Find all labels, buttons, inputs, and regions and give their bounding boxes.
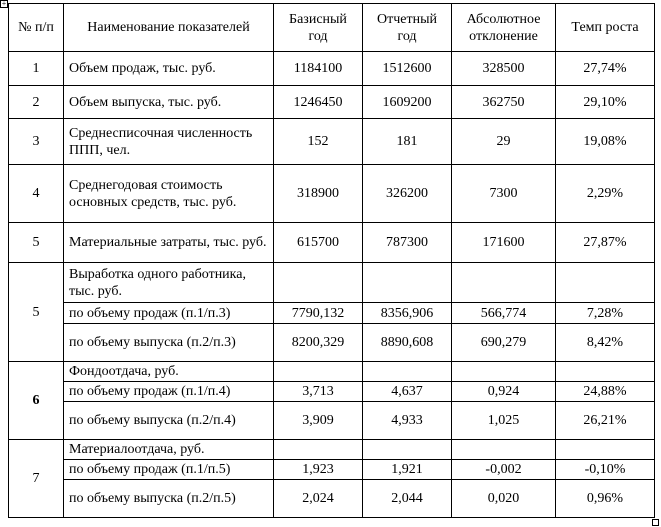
row-number: 5 [9, 223, 64, 263]
abs-deviation: 328500 [452, 52, 556, 86]
row-name: по объему продаж (п.1/п.3) [64, 303, 274, 324]
growth-rate: 24,88% [556, 382, 655, 402]
abs-deviation: -0,002 [452, 460, 556, 480]
row-number: 5 [9, 263, 64, 362]
row-name: по объему выпуска (п.2/п.3) [64, 324, 274, 362]
base-value: 3,713 [274, 382, 363, 402]
table-row [9, 223, 655, 263]
abs-deviation: 566,774 [452, 303, 556, 324]
group-title-row [9, 440, 655, 460]
row-number: 6 [9, 362, 64, 440]
row-name: Объем продаж, тыс. руб. [64, 52, 274, 86]
row-number: 1 [9, 52, 64, 86]
base-value: 2,024 [274, 480, 363, 518]
row-number: 3 [9, 119, 64, 165]
report-value: 8356,906 [363, 303, 452, 324]
table-row [9, 86, 655, 119]
base-value: 3,909 [274, 402, 363, 440]
report-value: 1512600 [363, 52, 452, 86]
table-row [9, 52, 655, 86]
growth-rate: 2,29% [556, 165, 655, 223]
row-name: Материальные затраты, тыс. руб. [64, 223, 274, 263]
row-number: 7 [9, 440, 64, 518]
table-row [9, 119, 655, 165]
report-value: 4,637 [363, 382, 452, 402]
report-value: 1,921 [363, 460, 452, 480]
header-cell: Отчетный год [363, 4, 452, 52]
table-row [9, 165, 655, 223]
growth-rate: 29,10% [556, 86, 655, 119]
abs-deviation: 7300 [452, 165, 556, 223]
report-value: 787300 [363, 223, 452, 263]
abs-deviation: 1,025 [452, 402, 556, 440]
header-cell: Темп роста [556, 4, 655, 52]
report-value: 326200 [363, 165, 452, 223]
base-value: 1246450 [274, 86, 363, 119]
base-value: 8200,329 [274, 324, 363, 362]
group-title: Выработка одного работника, тыс. руб. [64, 263, 274, 303]
base-value: 1184100 [274, 52, 363, 86]
table-row [9, 382, 655, 402]
abs-deviation: 29 [452, 119, 556, 165]
table-row [9, 480, 655, 518]
report-value: 181 [363, 119, 452, 165]
group-title: Материалоотдача, руб. [64, 440, 274, 460]
growth-rate: 7,28% [556, 303, 655, 324]
table-move-handle-icon[interactable]: + [1, 0, 7, 8]
report-value: 8890,608 [363, 324, 452, 362]
row-number: 4 [9, 165, 64, 223]
row-name: Объем выпуска, тыс. руб. [64, 86, 274, 119]
report-value: 2,044 [363, 480, 452, 518]
row-name: по объему выпуска (п.2/п.4) [64, 402, 274, 440]
growth-rate: 8,42% [556, 324, 655, 362]
group-title: Фондоотдача, руб. [64, 362, 274, 382]
table-header-row [9, 4, 655, 52]
table-resize-handle-icon[interactable] [652, 519, 659, 526]
abs-deviation: 0,020 [452, 480, 556, 518]
row-name: по объему продаж (п.1/п.5) [64, 460, 274, 480]
growth-rate: 26,21% [556, 402, 655, 440]
table-row [9, 324, 655, 362]
row-name: Среднесписочная численность ППП, чел. [64, 119, 274, 165]
base-value: 7790,132 [274, 303, 363, 324]
growth-rate: 27,87% [556, 223, 655, 263]
report-value: 1609200 [363, 86, 452, 119]
abs-deviation: 690,279 [452, 324, 556, 362]
abs-deviation: 362750 [452, 86, 556, 119]
row-name: по объему продаж (п.1/п.4) [64, 382, 274, 402]
base-value: 318900 [274, 165, 363, 223]
growth-rate: 27,74% [556, 52, 655, 86]
base-value: 615700 [274, 223, 363, 263]
table-row [9, 402, 655, 440]
growth-rate: -0,10% [556, 460, 655, 480]
group-title-row [9, 362, 655, 382]
header-cell: Абсолютное отклонение [452, 4, 556, 52]
header-cell: Базисный год [274, 4, 363, 52]
table-row [9, 460, 655, 480]
growth-rate: 19,08% [556, 119, 655, 165]
row-name: по объему выпуска (п.2/п.5) [64, 480, 274, 518]
group-title-row [9, 263, 655, 303]
row-number: 2 [9, 86, 64, 119]
growth-rate: 0,96% [556, 480, 655, 518]
abs-deviation: 0,924 [452, 382, 556, 402]
base-value: 152 [274, 119, 363, 165]
header-cell: Наименование показателей [64, 4, 274, 52]
report-value: 4,933 [363, 402, 452, 440]
base-value: 1,923 [274, 460, 363, 480]
indicators-table [8, 3, 655, 518]
header-cell: № п/п [9, 4, 64, 52]
row-name: Среднегодовая стоимость основных средств, тыс. руб. [64, 165, 274, 223]
table-row [9, 303, 655, 324]
abs-deviation: 171600 [452, 223, 556, 263]
